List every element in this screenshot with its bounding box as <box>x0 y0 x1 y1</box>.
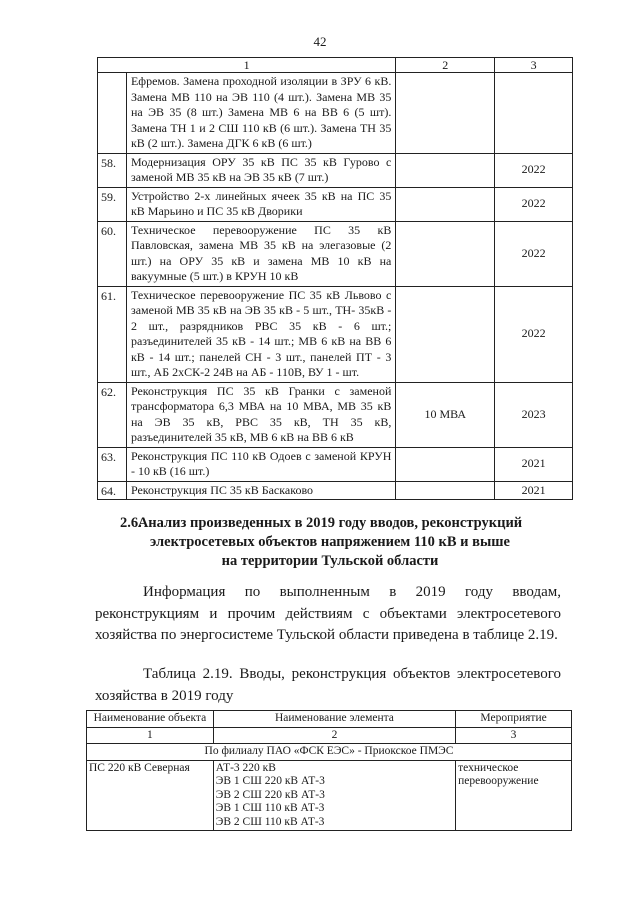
table-row <box>98 153 573 187</box>
section-title-line: на территории Тульской области <box>221 553 439 569</box>
table-row <box>87 760 572 831</box>
row-number: 64. <box>98 481 127 500</box>
row-capacity <box>396 73 495 154</box>
element-item: ЭВ 2 СШ 110 кВ АТ-3 <box>215 815 325 828</box>
header-col-2: 2 <box>396 58 495 73</box>
element-item: ЭВ 1 СШ 110 кВ АТ-3 <box>215 802 325 814</box>
row-year: 2021 <box>495 447 573 481</box>
row-description: Устройство 2-х линейных ячеек 35 кВ на ПС 35 кВ Марьино и ПС 35 кВ Дворики <box>126 187 395 221</box>
table-header-row <box>87 711 572 728</box>
element-item: ЭВ 2 СШ 220 кВ АТ-3 <box>215 788 325 801</box>
element-item: АТ-3 220 кВ <box>215 761 276 774</box>
action-line: техническое <box>458 761 519 774</box>
row-number: 60. <box>98 221 127 286</box>
row-capacity <box>396 286 495 382</box>
row-elements <box>213 760 455 831</box>
table-group-row <box>87 744 572 761</box>
row-year: 2022 <box>495 221 573 286</box>
row-description: Ефремов. Замена проходной изоляции в ЗРУ 6 кВ. Замена МВ 110 на ЭВ 110 (4 шт.). Замена МВ 35 на ЭВ 35 (8 шт.) Замена МВ 6 на ВВ 6 (5 шт). Замена ТН 1 и 2 СШ 110 кВ (6 шт.). Замена ТН 35 кВ (2 шт.). Замена ДГК 6 кВ (6 шт.) <box>126 73 395 154</box>
section-title-line: Анализ произведенных в 2019 году вводов, реконструкций <box>137 515 523 531</box>
table-row <box>98 187 573 221</box>
row-year: 2021 <box>495 481 573 500</box>
row-description: Модернизация ОРУ 35 кВ ПС 35 кВ Гурово с заменой МВ 35 кВ на ЭВ 35 кВ (7 шт.) <box>126 153 395 187</box>
page-number: 42 <box>313 34 327 49</box>
table-row <box>98 286 573 382</box>
projects-table <box>97 57 573 500</box>
row-description: Реконструкция ПС 35 кВ Гранки с заменой трансформатора 6,3 МВА на 10 МВА, МВ 35 кВ на ЭВ 35 кВ, РВС 35 кВ, ТН 35 кВ, разъединителей 35 кВ, МВ 6 кВ на ВВ 6 кВ <box>126 382 395 447</box>
row-action <box>456 760 572 831</box>
header-col-3: 3 <box>495 58 573 73</box>
table-row <box>98 382 573 447</box>
body-paragraph: Информация по выполненным в 2019 году вводам, реконструкциям и прочим действиям с объектами электросетевого хозяйства по энергосистеме Тульской области приведена в таблице 2.19. <box>95 584 561 643</box>
table-header-row <box>98 58 573 73</box>
row-capacity <box>396 187 495 221</box>
col-number: 1 <box>87 727 214 744</box>
action-line: перевооружение <box>458 775 539 787</box>
header-element: Наименование элемента <box>213 711 455 728</box>
table-row <box>98 73 573 154</box>
row-description: Техническое перевооружение ПС 35 кВ Павловская, замена МВ 35 кВ на элегазовые (2 шт.) на ОРУ 35 кВ и замена МВ 10 кВ на вакуумные (5 шт.) в КРУН 10 кВ <box>126 221 395 286</box>
element-item: ЭВ 1 СШ 220 кВ АТ-3 <box>215 775 325 787</box>
row-number: 61. <box>98 286 127 382</box>
inputs-table <box>86 710 572 831</box>
row-description: Реконструкция ПС 35 кВ Баскаково <box>126 481 395 500</box>
table-number-row <box>87 727 572 744</box>
row-capacity <box>396 481 495 500</box>
row-number: 62. <box>98 382 127 447</box>
row-year: 2023 <box>495 382 573 447</box>
row-capacity <box>396 447 495 481</box>
row-capacity: 10 МВА <box>396 382 495 447</box>
col-number: 3 <box>456 727 572 744</box>
row-number: 63. <box>98 447 127 481</box>
row-number: 59. <box>98 187 127 221</box>
table-row <box>98 447 573 481</box>
row-description: Техническое перевооружение ПС 35 кВ Львово с заменой МВ 35 кВ на ЭВ 35 кВ - 5 шт., ТН- 35кВ - 2 шт., разрядников РВС 35 кВ - 6 шт.; разъединителей 35 кВ - 14 шт.; МВ 6 кВ на ВВ 6 кВ - 14 шт.; панелей СН - 3 шт., панелей ПТ - 3 шт., АБ 2хСК-2 24В на АБ - 110В, ВУ 1 - шт. <box>126 286 395 382</box>
section-title-line: электросетевых объектов напряжением 110 кВ и выше <box>150 534 510 550</box>
group-label: По филиалу ПАО «ФСК ЕЭС» - Приокское ПМЭС <box>87 744 572 761</box>
table-row <box>98 481 573 500</box>
row-number <box>98 73 127 154</box>
table-caption: Таблица 2.19. Вводы, реконструкция объектов электросетевого хозяйства в 2019 году <box>95 666 561 704</box>
row-object: ПС 220 кВ Северная <box>87 760 214 831</box>
row-year: 2022 <box>495 286 573 382</box>
row-year: 2022 <box>495 153 573 187</box>
row-year: 2022 <box>495 187 573 221</box>
row-year <box>495 73 573 154</box>
header-action: Мероприятие <box>456 711 572 728</box>
row-capacity <box>396 221 495 286</box>
row-description: Реконструкция ПС 110 кВ Одоев с заменой КРУН - 10 кВ (16 шт.) <box>126 447 395 481</box>
col-number: 2 <box>213 727 455 744</box>
header-col-1: 1 <box>98 58 396 73</box>
table-row <box>98 221 573 286</box>
section-number: 2.6. <box>120 515 142 531</box>
row-capacity <box>396 153 495 187</box>
row-number: 58. <box>98 153 127 187</box>
section-heading <box>95 514 565 571</box>
header-object: Наименование объекта <box>87 711 214 728</box>
